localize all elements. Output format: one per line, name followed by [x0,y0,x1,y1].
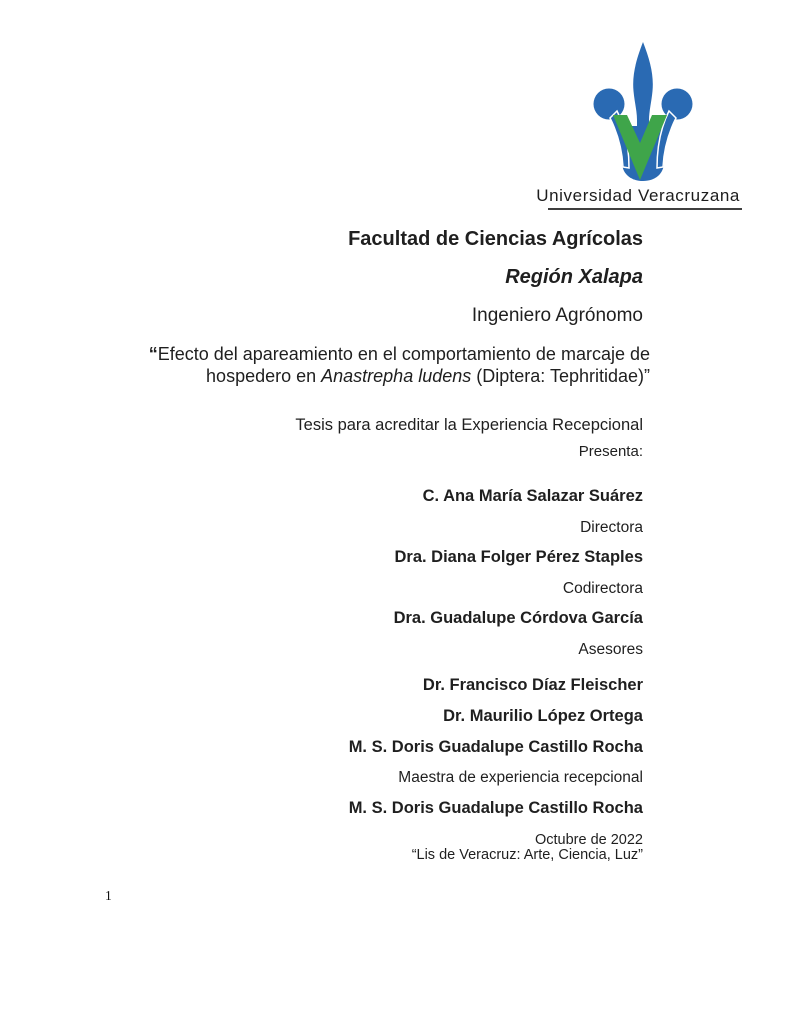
advisor2-name: Dr. Maurilio López Ortega [443,707,643,725]
fleur-center-petal-shape [633,42,653,130]
page-number: 1 [105,888,112,903]
logo-underline [548,208,742,210]
motto-line: “Lis de Veracruz: Arte, Ciencia, Luz” [411,847,643,863]
recepcional-teacher-name: M. S. Doris Guadalupe Castillo Rocha [348,799,643,817]
thesis-title-line2 [206,367,650,386]
advisors-label: Asesores [578,641,643,658]
advisor3-name: M. S. Doris Guadalupe Castillo Rocha [348,738,643,756]
region-name: Región Xalapa [505,266,643,288]
codirector-name: Dra. Guadalupe Córdova García [393,609,643,627]
thesis-title-line1 [149,345,650,364]
fleur-right-petal-shape [662,89,693,120]
title-text-line2-pre: hospedero en [206,366,322,386]
title-text-line2-post: (Diptera: Tephritidae)” [471,366,650,386]
fleur-left-petal-shape [594,89,625,120]
title-text-line1: Efecto del apareamiento en el comportamiento de marcaje de [157,344,650,364]
university-name: Universidad Veracruzana [536,186,740,205]
thesis-statement: Tesis para acreditar la Experiencia Recepcional [295,416,643,434]
faculty-name: Facultad de Ciencias Agrícolas [348,228,643,250]
species-name-italic: Anastrepha ludens [321,366,472,386]
advisor1-name: Dr. Francisco Díaz Fleischer [422,676,643,694]
director-name: Dra. Diana Folger Pérez Staples [394,548,643,566]
director-label: Directora [580,519,643,536]
fleur-de-lis-icon [593,40,693,183]
codirector-label: Codirectora [562,580,643,597]
presenter-name: C. Ana María Salazar Suárez [422,487,643,505]
title-open-quote: “ [148,344,158,364]
degree-name: Ingeniero Agrónomo [471,305,643,326]
presents-label: Presenta: [578,443,643,460]
date-line: Octubre de 2022 [534,832,643,848]
recepcional-teacher-label: Maestra de experiencia recepcional [398,769,643,786]
